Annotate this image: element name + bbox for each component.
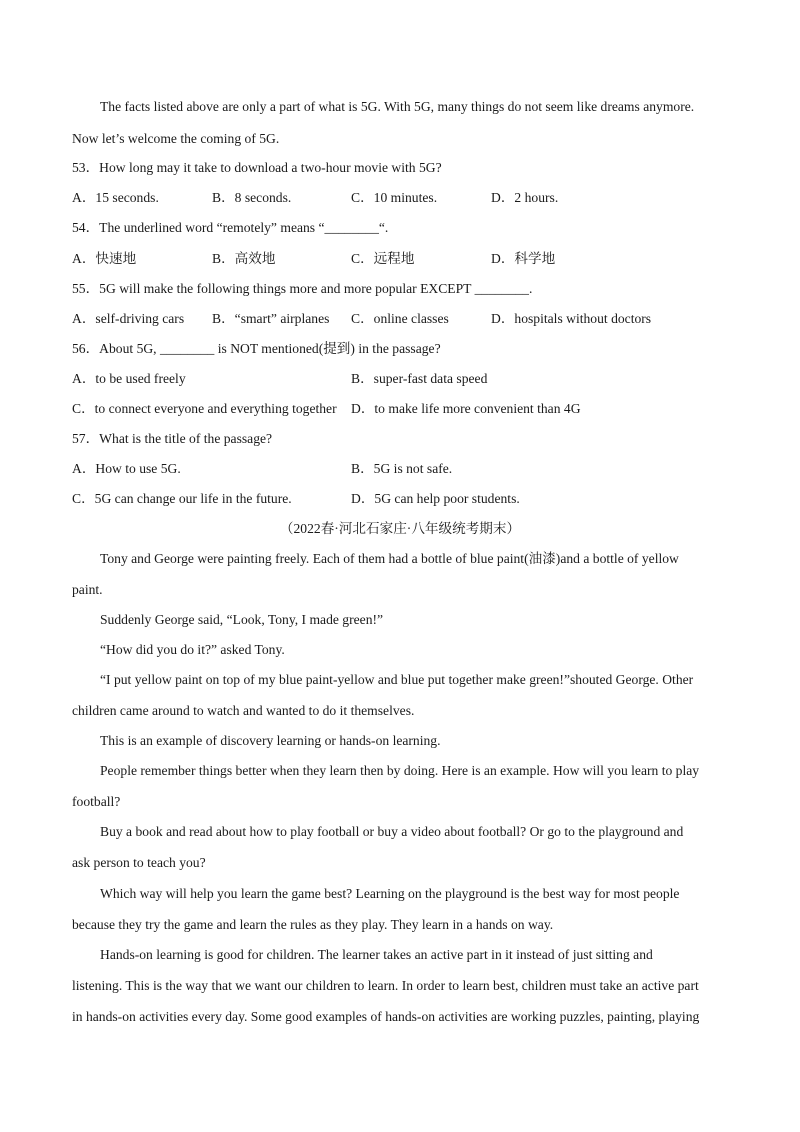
passage1-paragraph-line: The facts listed above are only a part of what is 5G. With 5G, many things do not seem like dreams anymore.: [100, 99, 695, 114]
passage2-line: listening. This is the way that we want our children to learn. In order to learn best, children must take an active part: [72, 978, 699, 993]
question-57-option-c[interactable]: C．5G can change our life in the future.: [72, 491, 292, 506]
question-56-option-c[interactable]: C．to connect everyone and everything together: [72, 401, 337, 416]
passage2-line: ask person to teach you?: [72, 855, 206, 870]
passage2-line: Hands-on learning is good for children. The learner takes an active part in it instead of just sitting and: [100, 947, 653, 962]
question-54-option-c[interactable]: C．远程地: [351, 251, 415, 266]
question-57-option-d[interactable]: D．5G can help poor students.: [351, 491, 520, 506]
passage2-line: “I put yellow paint on top of my blue paint-yellow and blue put together make green!”shouted George. Other: [100, 672, 694, 687]
passage1-paragraph-line: Now let’s welcome the coming of 5G.: [72, 131, 280, 146]
question-57-option-a[interactable]: A．How to use 5G.: [72, 461, 181, 476]
question-54-option-a[interactable]: A．快速地: [72, 251, 137, 266]
question-57-option-b[interactable]: B．5G is not safe.: [351, 461, 453, 476]
passage2-line: Buy a book and read about how to play football or buy a video about football? Or go to the playground and: [100, 824, 684, 839]
question-53-option-b[interactable]: B．8 seconds.: [212, 190, 292, 205]
passage2-line: This is an example of discovery learning or hands-on learning.: [100, 733, 441, 748]
question-56-option-a[interactable]: A．to be used freely: [72, 371, 186, 386]
passage2-line: children came around to watch and wanted to do it themselves.: [72, 703, 415, 718]
question-53-option-a[interactable]: A．15 seconds.: [72, 190, 159, 205]
question-55-option-b[interactable]: B．“smart” airplanes: [212, 311, 330, 326]
question-55-option-c[interactable]: C．online classes: [351, 311, 449, 326]
passage2-line: People remember things better when they learn then by doing. Here is an example. How will you learn to play: [100, 763, 700, 778]
passage2-line: Which way will help you learn the game best? Learning on the playground is the best way for most people: [100, 886, 680, 901]
passage2-line: paint.: [72, 582, 103, 597]
question-55-option-d[interactable]: D．hospitals without doctors: [491, 311, 652, 326]
passage2-line: Suddenly George said, “Look, Tony, I made green!”: [100, 612, 384, 627]
question-54-stem: 54．The underlined word “remotely” means “________“.: [72, 220, 389, 235]
question-55-stem: 55．5G will make the following things more and more popular EXCEPT ________.: [72, 281, 533, 296]
passage2-line: in hands-on activities every day. Some good examples of hands-on activities are working puzzles, painting, playing: [72, 1009, 700, 1024]
question-53-stem: 53．How long may it take to download a two-hour movie with 5G?: [72, 160, 442, 175]
passage2-line: “How did you do it?” asked Tony.: [100, 642, 285, 657]
question-56-option-d[interactable]: D．to make life more convenient than 4G: [351, 401, 581, 416]
question-53-option-d[interactable]: D．2 hours.: [491, 190, 559, 205]
passage2-line: because they try the game and learn the rules as they play. They learn in a hands on way.: [72, 917, 554, 932]
question-53-option-c[interactable]: C．10 minutes.: [351, 190, 438, 205]
passage2-line: football?: [72, 794, 121, 809]
source-heading: （2022春·河北石家庄·八年级统考期末）: [279, 521, 521, 536]
question-56-stem: 56．About 5G, ________ is NOT mentioned(提到) in the passage?: [72, 341, 441, 356]
question-56-option-b[interactable]: B．super-fast data speed: [351, 371, 488, 386]
question-54-option-b[interactable]: B．高效地: [212, 251, 276, 266]
question-55-option-a[interactable]: A．self-driving cars: [72, 311, 185, 326]
question-54-option-d[interactable]: D．科学地: [491, 251, 556, 266]
passage2-line: Tony and George were painting freely. Each of them had a bottle of blue paint(油漆)and a bottle of yellow: [100, 551, 679, 566]
question-57-stem: 57．What is the title of the passage?: [72, 431, 273, 446]
